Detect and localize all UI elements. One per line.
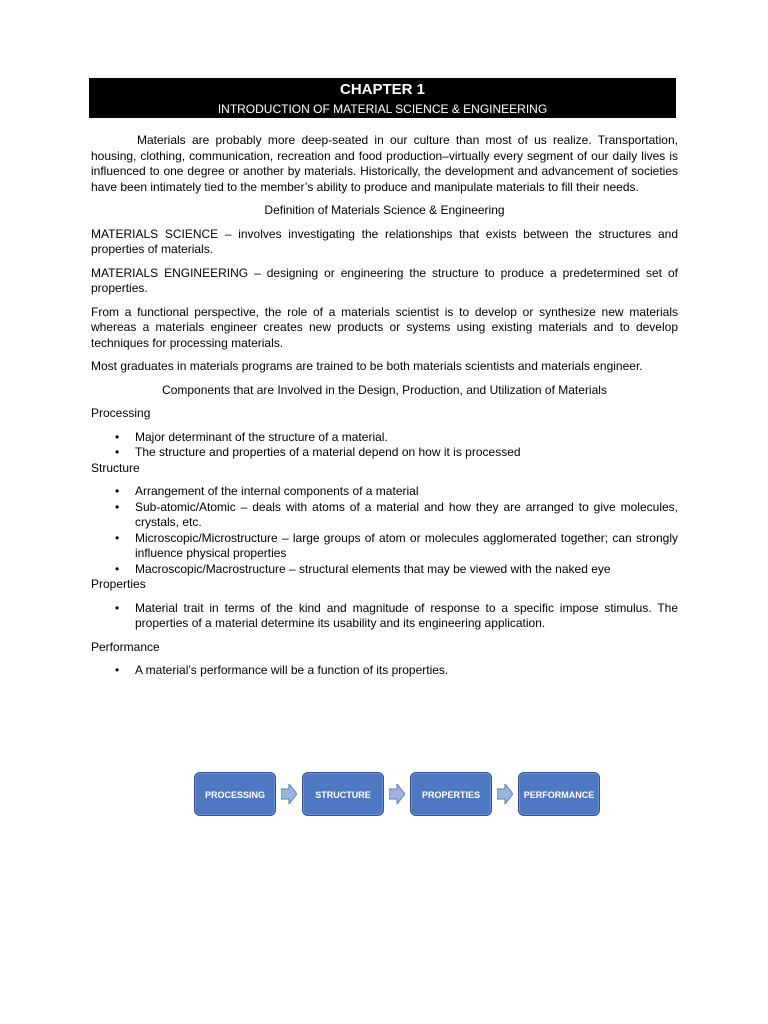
- list-item: [91, 500, 678, 531]
- right-arrow-icon: [497, 784, 513, 804]
- section-title-performance: Performance: [91, 639, 160, 654]
- list-item: [91, 430, 678, 446]
- properties-list: [91, 601, 678, 632]
- bullet-icon: •: [115, 600, 120, 615]
- right-arrow-icon: [389, 784, 405, 804]
- list-item-text: A material’s performance will be a function of its properties.: [135, 663, 449, 677]
- chapter-title: CHAPTER 1: [339, 81, 425, 98]
- functional-paragraph: From a functional perspective, the role of a materials scientist is to develop or synthesize new materials whereas a materials engineer creates new products or systems using existing materials and to develop techniques for processing materials.: [91, 304, 678, 350]
- performance-list: [91, 663, 678, 679]
- list-item: [91, 484, 678, 500]
- materials-science-definition: MATERIALS SCIENCE – involves investigating the relationships that exists between the structures and properties of materials.: [91, 226, 678, 256]
- list-item-text: Sub-atomic/Atomic – deals with atoms of a material and how they are arranged to give molecules, crystals, etc.: [135, 499, 678, 529]
- components-heading: Components that are Involved in the Design, Production, and Utilization of Materials: [162, 382, 607, 397]
- bullet-icon: •: [115, 484, 120, 498]
- list-item-text: Microscopic/Microstructure – large groups of atom or molecules agglomerated together; can strongly influence physical properties: [135, 530, 678, 560]
- graduates-paragraph: Most graduates in materials programs are trained to be both materials scientists and materials engineer.: [91, 359, 643, 373]
- list-item-text: Major determinant of the structure of a material.: [135, 429, 388, 444]
- bullet-icon: •: [115, 499, 120, 514]
- process-flow-diagram: [194, 772, 604, 818]
- list-item-text: The structure and properties of a material depend on how it is processed: [135, 445, 521, 459]
- right-arrow-icon: [281, 784, 297, 804]
- list-item: [91, 531, 678, 562]
- chapter-header: [89, 78, 676, 118]
- materials-engineering-definition: MATERIALS ENGINEERING – designing or engineering the structure to produce a predetermined set of properties.: [91, 265, 678, 295]
- bullet-icon: •: [115, 663, 120, 677]
- list-item: [91, 562, 678, 578]
- chapter-subtitle: INTRODUCTION OF MATERIAL SCIENCE & ENGINEERING: [217, 102, 548, 116]
- list-item: [91, 663, 678, 679]
- structure-list: [91, 484, 678, 577]
- intro-paragraph: Materials are probably more deep-seated in our culture than most of us realize. Transportation, housing, clothing, communication, recreation and food production–virtually every segment of our daily lives is influenced to one degree or another by materials. Historically, the development and advancement of societies have been intimately tied to the member’s ability to produce and manipulate materials to fill their needs.: [91, 133, 678, 194]
- bullet-icon: •: [115, 429, 120, 444]
- definition-heading: Definition of Materials Science & Engineering: [264, 203, 505, 217]
- bullet-icon: •: [115, 445, 120, 459]
- section-title-processing: Processing: [91, 406, 151, 420]
- bullet-icon: •: [115, 561, 120, 576]
- flow-box-performance: PERFORMANCE: [518, 772, 600, 816]
- list-item: [91, 601, 678, 632]
- document-body: [91, 133, 678, 679]
- flow-box-processing: PROCESSING: [194, 772, 276, 816]
- section-title-structure: Structure: [91, 460, 140, 475]
- list-item-text: Macroscopic/Macrostructure – structural elements that may be viewed with the naked eye: [135, 561, 611, 576]
- list-item-text: Material trait in terms of the kind and magnitude of response to a specific impose stimulus. The properties of a material determine its usability and its engineering application.: [135, 600, 678, 630]
- flow-box-properties: PROPERTIES: [410, 772, 492, 816]
- flow-box-structure: STRUCTURE: [302, 772, 384, 816]
- list-item-text: Arrangement of the internal components of a material: [135, 484, 419, 498]
- bullet-icon: •: [115, 530, 120, 545]
- section-title-properties: Properties: [91, 577, 146, 591]
- processing-list: [91, 430, 678, 461]
- list-item: [91, 445, 678, 461]
